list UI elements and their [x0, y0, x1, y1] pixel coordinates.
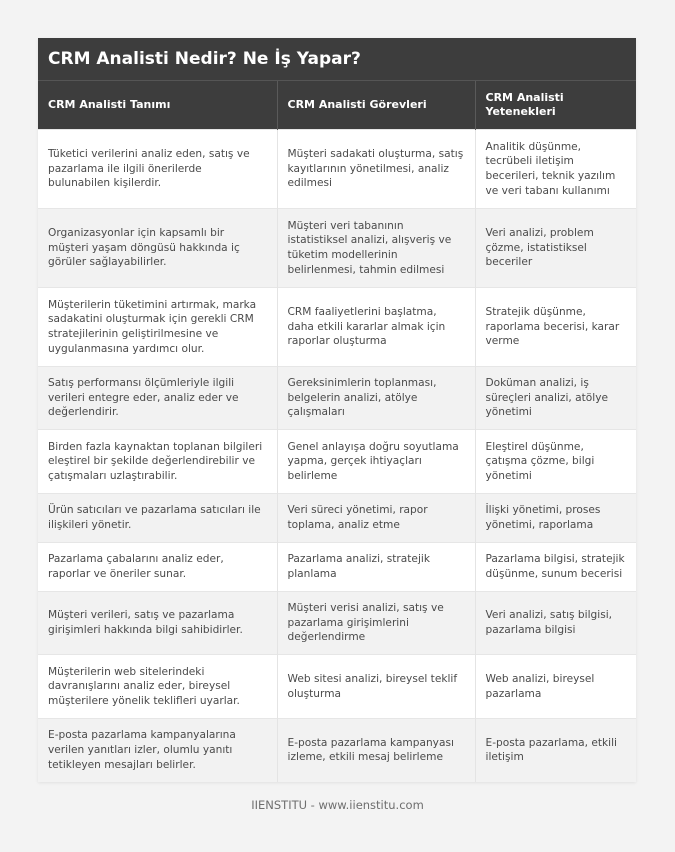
table-cell: E-posta pazarlama kampanyası izleme, etkili mesaj belirleme — [277, 719, 475, 782]
crm-table-card — [38, 38, 636, 782]
table-cell: Doküman analizi, iş süreçleri analizi, atölye yönetimi — [475, 367, 636, 430]
table-cell: Web sitesi analizi, bireysel teklif oluşturma — [277, 655, 475, 719]
table-cell: Pazarlama analizi, stratejik planlama — [277, 543, 475, 592]
table-cell: Birden fazla kaynaktan toplanan bilgileri eleştirel bir şekilde değerlendirebilir ve çatışmaları uzlaştırabilir. — [38, 430, 277, 494]
table-cell: CRM faaliyetlerini başlatma, daha etkili kararlar almak için raporlar oluşturma — [277, 288, 475, 367]
table-cell: Müşteri sadakati oluşturma, satış kayıtlarının yönetilmesi, analiz edilmesi — [277, 130, 475, 209]
table-cell: Eleştirel düşünme, çatışma çözme, bilgi yönetimi — [475, 430, 636, 494]
table-cell: Satış performansı ölçümleriyle ilgili verileri entegre eder, analiz eder ve değerlendirir. — [38, 367, 277, 430]
crm-table — [38, 80, 636, 782]
table-header-row — [38, 81, 636, 130]
table-cell: Pazarlama bilgisi, stratejik düşünme, sunum becerisi — [475, 543, 636, 592]
table-cell: Müşteri veri tabanının istatistiksel analizi, alışveriş ve tüketim modellerinin belirlenmesi, tahmin edilmesi — [277, 209, 475, 288]
table-cell: Analitik düşünme, tecrübeli iletişim becerileri, teknik yazılım ve veri tabanı kullanımı — [475, 130, 636, 209]
table-row — [38, 543, 636, 592]
table-cell: Tüketici verilerini analiz eden, satış ve pazarlama ile ilgili önerilerde bulunabilen kişilerdir. — [38, 130, 277, 209]
table-cell: Veri süreci yönetimi, rapor toplama, analiz etme — [277, 494, 475, 543]
table-cell: Genel anlayışa doğru soyutlama yapma, gerçek ihtiyaçları belirleme — [277, 430, 475, 494]
table-row — [38, 430, 636, 494]
column-header-duties: CRM Analisti Görevleri — [277, 81, 475, 130]
table-row — [38, 592, 636, 655]
table-cell: E-posta pazarlama kampanyalarına verilen yanıtları izler, olumlu yanıtı tetikleyen mesajları belirler. — [38, 719, 277, 782]
table-cell: Veri analizi, satış bilgisi, pazarlama bilgisi — [475, 592, 636, 655]
table-cell: E-posta pazarlama, etkili iletişim — [475, 719, 636, 782]
column-header-definition: CRM Analisti Tanımı — [38, 81, 277, 130]
table-row — [38, 209, 636, 288]
table-cell: Müşterilerin tüketimini artırmak, marka sadakatini oluşturmak için gerekli CRM stratejilerinin geliştirilmesine ve uygulanmasına yardımcı olur. — [38, 288, 277, 367]
table-cell: Müşteri verileri, satış ve pazarlama girişimleri hakkında bilgi sahibidirler. — [38, 592, 277, 655]
table-cell: Stratejik düşünme, raporlama becerisi, karar verme — [475, 288, 636, 367]
table-row — [38, 494, 636, 543]
table-cell: Müşterilerin web sitelerindeki davranışlarını analiz eder, bireysel müşterilere yönelik teklifleri uyarlar. — [38, 655, 277, 719]
table-cell: İlişki yönetimi, proses yönetimi, raporlama — [475, 494, 636, 543]
table-cell: Web analizi, bireysel pazarlama — [475, 655, 636, 719]
table-cell: Organizasyonlar için kapsamlı bir müşteri yaşam döngüsü hakkında iç görüler sağlayabilirler. — [38, 209, 277, 288]
table-row — [38, 367, 636, 430]
table-row — [38, 655, 636, 719]
table-cell: Ürün satıcıları ve pazarlama satıcıları ile ilişkileri yönetir. — [38, 494, 277, 543]
footer-credit: IIENSTITU - www.iienstitu.com — [251, 798, 424, 812]
table-cell: Müşteri verisi analizi, satış ve pazarlama girişimlerini değerlendirme — [277, 592, 475, 655]
table-cell: Gereksinimlerin toplanması, belgelerin analizi, atölye çalışmaları — [277, 367, 475, 430]
page-title: CRM Analisti Nedir? Ne İş Yapar? — [38, 38, 636, 80]
table-cell: Pazarlama çabalarını analiz eder, raporlar ve öneriler sunar. — [38, 543, 277, 592]
table-row — [38, 719, 636, 782]
table-cell: Veri analizi, problem çözme, istatistiksel beceriler — [475, 209, 636, 288]
table-row — [38, 130, 636, 209]
table-row — [38, 288, 636, 367]
column-header-skills: CRM Analisti Yetenekleri — [475, 81, 636, 130]
